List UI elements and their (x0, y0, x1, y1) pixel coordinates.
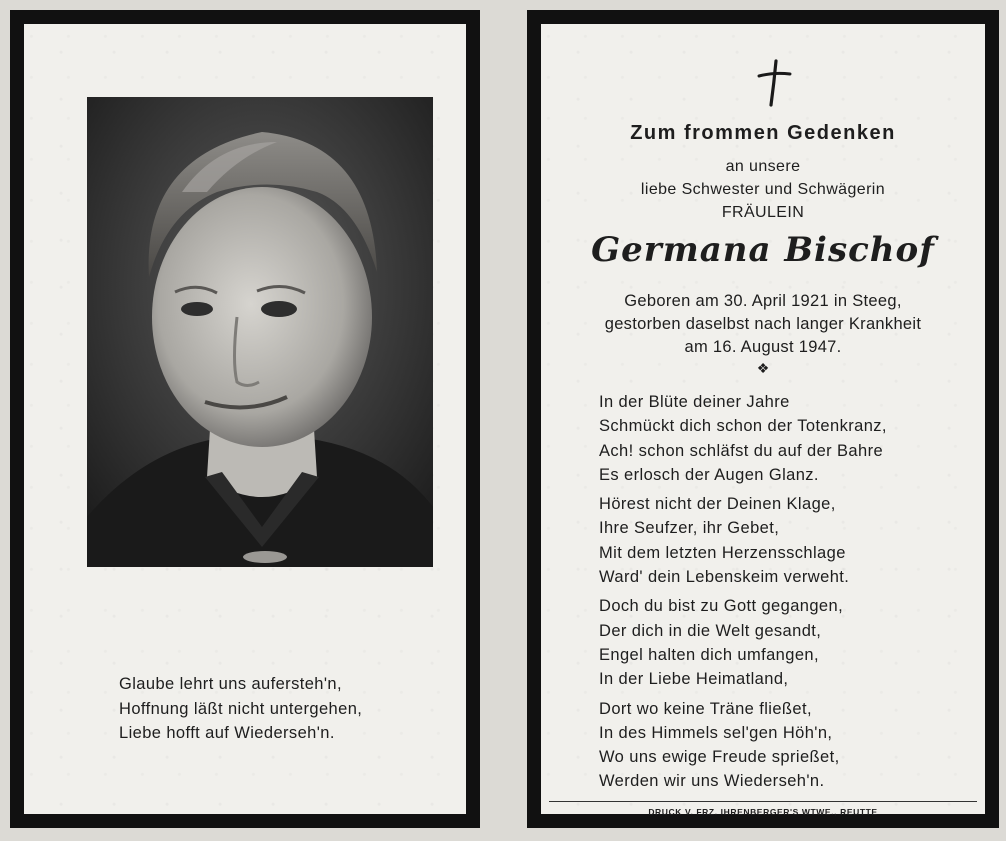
poem-line: In der Blüte deiner Jahre (599, 393, 790, 411)
poem-line: Werden wir uns Wiederseh'n. (599, 772, 825, 791)
poem-line: Doch du bist zu Gott gegangen, (599, 597, 844, 616)
intro-line: FRÄULEIN (721, 204, 805, 221)
printer-credit: DRUCK V. FRZ. IHRENBERGER'S WTWE., REUTTE (648, 807, 878, 817)
motto-text (119, 672, 449, 746)
left-card-paper (24, 24, 466, 814)
poem-line: Dort wo keine Träne fließet, (599, 699, 812, 718)
deceased-name: Germana Bischof (591, 230, 935, 270)
poem-line: Engel halten dich umfangen, (599, 645, 819, 664)
dates-line: am 16. August 1947. (684, 338, 842, 356)
portrait-image (87, 97, 433, 567)
dates-line: Geboren am 30. April 1921 in Steeg, (624, 292, 902, 310)
portrait-photo (87, 97, 433, 567)
cross-icon (754, 58, 794, 108)
poem-stanza (599, 697, 969, 794)
poem-line: Der dich in die Welt gesandt, (599, 621, 822, 640)
right-card-border (527, 10, 999, 828)
motto-line: Hoffnung läßt nicht untergehen, (119, 699, 363, 718)
poem-line: Es erlosch der Augen Glanz. (599, 465, 819, 484)
motto-line: Liebe hofft auf Wiederseh'n. (119, 724, 335, 742)
intro-text (541, 155, 985, 224)
footer-divider (549, 801, 977, 802)
poem-stanza (599, 390, 969, 487)
intro-line: liebe Schwester und Schwägerin (640, 181, 886, 198)
poem-line: In des Himmels sel'gen Höh'n, (599, 723, 833, 742)
dates-line: gestorben daselbst nach langer Krankheit (604, 315, 922, 333)
poem-stanza (599, 492, 969, 589)
poem-line: Schmückt dich schon der Totenkranz, (599, 417, 887, 436)
left-card-border (10, 10, 480, 828)
poem-line: Ihre Seufzer, ihr Gebet, (599, 519, 780, 538)
poem-line: Ward' dein Lebenskeim verweht. (599, 568, 850, 587)
intro-line: an unsere (725, 158, 801, 175)
right-card-paper (541, 24, 985, 817)
poem (599, 390, 969, 799)
poem-stanza (599, 594, 969, 691)
motto-line: Glaube lehrt uns aufersteh'n, (119, 675, 342, 693)
life-dates (541, 290, 985, 359)
poem-line: In der Liebe Heimatland, (599, 670, 789, 689)
poem-line: Hörest nicht der Deinen Klage, (599, 495, 836, 514)
ornament-icon: ❖ (756, 360, 770, 376)
poem-line: Ach! schon schläfst du auf der Bahre (599, 441, 884, 460)
memorial-heading: Zum frommen Gedenken (630, 122, 896, 144)
poem-line: Wo uns ewige Freude sprießet, (599, 748, 840, 767)
poem-line: Mit dem letzten Herzensschlage (599, 543, 846, 562)
